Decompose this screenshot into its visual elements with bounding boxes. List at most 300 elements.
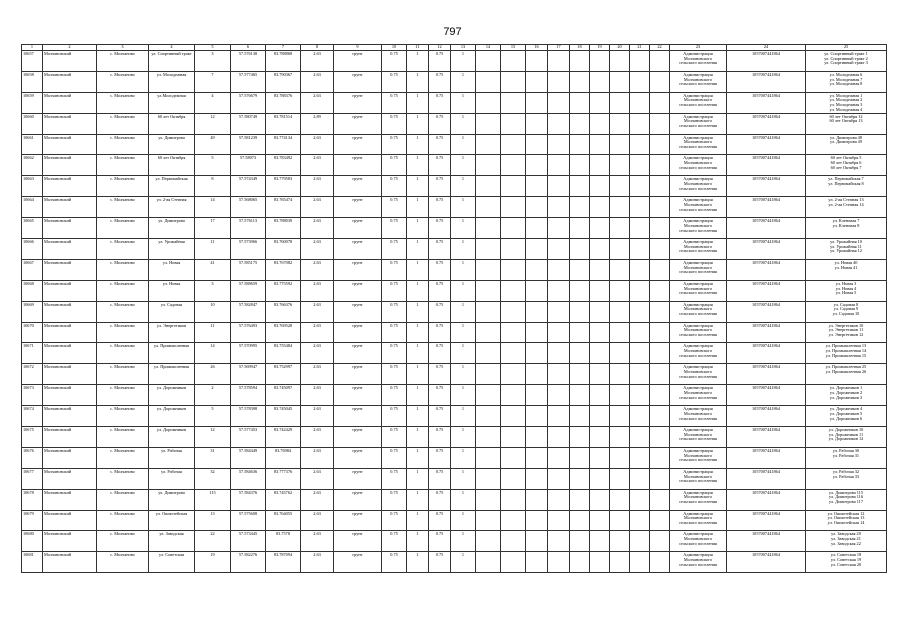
cover-type: грунт [334,468,382,489]
value-d: 1 [451,552,476,573]
address-line: ул. Урожайная 10 [830,239,862,245]
house-number: 4 [195,92,231,113]
owner-line: Администрация [683,51,713,56]
address-line: ул. Советская 18 [830,552,862,558]
empty-cell [610,531,630,552]
value-a: 0.75 [382,92,407,113]
longitude: 83.788868 [266,51,301,72]
cover-type: грунт [334,552,382,573]
width-value: 2.63 [301,197,334,218]
inn-number: 1057007441864 [727,197,806,218]
longitude: 83.755484 [266,343,301,364]
owner-line: Администрация [683,218,713,224]
empty-cell [501,239,526,260]
empty-cell [548,51,570,72]
empty-cell [501,301,526,322]
street-name: ул. Первомайская [149,176,195,197]
latitude: 57.576138 [231,51,266,72]
width-value: 2.63 [301,427,334,448]
value-a: 0.75 [382,155,407,176]
longitude: 83.76984 [266,447,301,468]
owner-line: Молчановского [683,369,713,375]
record-id: 10671 [22,343,43,364]
empty-cell [650,259,670,280]
empty-cell [501,468,526,489]
empty-cell [476,406,501,427]
empty-cell [650,489,670,510]
empty-cell [630,343,650,364]
empty-cell [501,197,526,218]
empty-cell [650,218,670,239]
value-d: 1 [451,468,476,489]
address-cell [806,489,887,510]
address-line: 60 лет Октября 13 [829,118,863,124]
empty-cell [610,427,630,448]
width-value: 2.63 [301,134,334,155]
longitude: 83.783492 [266,155,301,176]
district-name: Молчановский [43,197,97,218]
owner-line: Молчановского [683,348,713,354]
value-b: 1 [407,113,429,134]
settlement-name: с. Молчаново [97,218,149,239]
record-id: 10672 [22,364,43,385]
empty-cell [610,280,630,301]
inn-number: 1057007441864 [727,343,806,364]
empty-cell [548,510,570,531]
empty-cell [526,510,548,531]
width-value: 2.63 [301,92,334,113]
cover-type: грунт [334,343,382,364]
street-name: ул. Дорожников [149,427,195,448]
page-number: 797 [443,26,462,38]
value-a: 0.75 [382,343,407,364]
inn-number: 1057007441864 [727,322,806,343]
empty-cell [590,552,610,573]
value-a: 0.75 [382,51,407,72]
empty-cell [501,427,526,448]
inn-number: 1057007441864 [727,155,806,176]
settlement-name: с. Молчаново [97,489,149,510]
settlement-name: с. Молчаново [97,92,149,113]
column-number: 7 [266,45,301,51]
value-c: 0.75 [429,134,451,155]
address-line: ул. Дорожников 1 [829,385,863,391]
owner-line: Администрация [683,364,713,370]
empty-cell [501,113,526,134]
street-name: ул. Заводская [149,531,195,552]
empty-cell [526,427,548,448]
owner-line: Администрация [683,239,713,245]
empty-cell [630,301,650,322]
value-d: 1 [451,239,476,260]
empty-cell [526,385,548,406]
settlement-name: с. Молчаново [97,176,149,197]
empty-cell [526,280,548,301]
value-c: 0.75 [429,197,451,218]
district-name: Молчановский [43,427,97,448]
empty-cell [570,197,590,218]
owner-line: Администрация [683,301,713,307]
empty-cell [526,406,548,427]
district-name: Молчановский [43,176,97,197]
empty-cell [630,385,650,406]
table-row [22,92,887,113]
empty-cell [548,468,570,489]
empty-cell [630,489,650,510]
empty-cell [548,259,570,280]
empty-cell [501,322,526,343]
longitude: 83.774134 [266,134,301,155]
value-a: 0.75 [382,552,407,573]
empty-cell [610,218,630,239]
owner-cell [670,259,727,280]
owner-cell [670,155,727,176]
latitude: 57.578594 [231,385,266,406]
owner-line: Молчановского [683,118,713,124]
settlement-name: с. Молчаново [97,134,149,155]
house-number: 14 [195,197,231,218]
empty-cell [501,406,526,427]
value-a: 0.75 [382,113,407,134]
latitude: 57.58073 [231,155,266,176]
owner-line: сельского поселения [679,436,717,442]
empty-cell [630,427,650,448]
column-number: 1 [22,45,43,51]
empty-cell [526,531,548,552]
owner-line: сельского поселения [679,248,717,254]
empty-cell [650,280,670,301]
value-c: 0.75 [429,322,451,343]
address-line: ул. Новая 40 [834,259,858,265]
empty-cell [526,113,548,134]
street-name: ул.Молодежная [149,92,195,113]
owner-line: сельского поселения [679,227,717,233]
table-row [22,71,887,92]
empty-cell [476,218,501,239]
value-c: 0.75 [429,92,451,113]
owner-line: Молчановского [683,201,713,207]
value-c: 0.75 [429,280,451,301]
owner-line: Администрация [683,71,713,77]
address-line: ул. Дорожников 12 [828,436,864,442]
empty-cell [570,218,590,239]
address-line: ул. Димитрова 115 [829,489,863,495]
owner-line: сельского поселения [679,60,717,66]
house-number: 12 [195,427,231,448]
street-name: ул. Промышленная [149,364,195,385]
house-number: 49 [195,134,231,155]
street-name: ул. Димитрова [149,218,195,239]
empty-cell [630,259,650,280]
inn-number: 1057007441864 [727,113,806,134]
value-c: 0.75 [429,239,451,260]
empty-cell [476,155,501,176]
empty-cell [570,531,590,552]
empty-cell [610,406,630,427]
empty-cell [610,552,630,573]
empty-cell [590,113,610,134]
value-d: 1 [451,134,476,155]
empty-cell [526,51,548,72]
address-cell [806,155,887,176]
owner-cell [670,51,727,72]
column-number: 15 [501,45,526,51]
empty-cell [526,259,548,280]
longitude: 83.765474 [266,197,301,218]
empty-cell [590,531,610,552]
latitude: 57.576493 [231,322,266,343]
address-line: ул. Спортивный тракт 3 [824,60,868,66]
value-a: 0.75 [382,447,407,468]
address-cell [806,218,887,239]
address-line: ул. Первомайская 8 [828,181,864,187]
empty-cell [476,510,501,531]
address-line: ул. Молодежная 8 [829,81,863,87]
empty-cell [526,155,548,176]
street-name: 60 лет Октября [149,113,195,134]
owner-cell [670,134,727,155]
cover-type: грунт [334,447,382,468]
empty-cell [476,92,501,113]
owner-line: Молчановского [683,264,713,270]
owner-cell [670,92,727,113]
address-line: ул. Спортивный тракт 2 [824,55,868,61]
width-value: 2.63 [301,280,334,301]
empty-cell [476,197,501,218]
house-number: 2 [195,385,231,406]
settlement-name: с. Молчаново [97,385,149,406]
value-d: 1 [451,489,476,510]
address-cell [806,71,887,92]
empty-cell [476,301,501,322]
empty-cell [570,239,590,260]
record-id: 10663 [22,176,43,197]
record-id: 10675 [22,427,43,448]
empty-cell [570,113,590,134]
street-name: ул. Рабочая [149,447,195,468]
house-number: 13 [195,510,231,531]
inn-number: 1057007441864 [727,552,806,573]
width-value: 2.63 [301,406,334,427]
column-number: 16 [526,45,548,51]
column-number: 6 [231,45,266,51]
value-a: 0.75 [382,218,407,239]
owner-line: Молчановского [683,306,713,312]
empty-cell [548,531,570,552]
owner-line: сельского поселения [679,81,717,87]
owner-line: Администрация [683,531,713,537]
value-c: 0.75 [429,427,451,448]
district-name: Молчановский [43,343,97,364]
empty-cell [650,468,670,489]
inn-number: 1057007441864 [727,176,806,197]
empty-cell [630,531,650,552]
value-b: 1 [407,301,429,322]
table-row [22,239,887,260]
house-number: 11 [195,322,231,343]
address-line: ул. Ошмотейская 12 [827,510,865,516]
address-line: ул. Дорожников 4 [829,406,863,412]
latitude: 57.584449 [231,447,266,468]
inn-number: 1057007441864 [727,51,806,72]
district-name: Молчановский [43,92,97,113]
owner-line: сельского поселения [679,394,717,400]
empty-cell [526,447,548,468]
table-row [22,447,887,468]
address-line: ул. Новая 4 [835,285,857,291]
empty-cell [650,301,670,322]
empty-cell [650,531,670,552]
street-name: ул. Садовая [149,301,195,322]
record-id: 10659 [22,92,43,113]
empty-cell [590,364,610,385]
address-line: ул. Заводская 20 [831,531,861,537]
value-a: 0.75 [382,510,407,531]
empty-cell [590,489,610,510]
empty-cell [548,427,570,448]
empty-cell [590,134,610,155]
empty-cell [548,385,570,406]
inn-number: 1057007441864 [727,134,806,155]
empty-cell [526,343,548,364]
empty-cell [590,468,610,489]
inn-number: 1057007441864 [727,385,806,406]
owner-cell [670,280,727,301]
value-d: 1 [451,218,476,239]
empty-cell [610,176,630,197]
cover-type: грунт [334,176,382,197]
empty-cell [476,343,501,364]
empty-cell [610,301,630,322]
district-name: Молчановский [43,280,97,301]
value-b: 1 [407,322,429,343]
value-a: 0.75 [382,301,407,322]
value-c: 0.75 [429,510,451,531]
empty-cell [476,71,501,92]
cover-type: грунт [334,322,382,343]
owner-line: Молчановского [683,285,713,291]
longitude: 83.775592 [266,280,301,301]
empty-cell [630,155,650,176]
longitude: 83.7578 [266,531,301,552]
settlement-name: с. Молчаново [97,364,149,385]
empty-cell [590,510,610,531]
address-cell [806,259,887,280]
record-id: 10661 [22,134,43,155]
cover-type: грунт [334,301,382,322]
settlement-name: с. Молчаново [97,113,149,134]
value-d: 1 [451,71,476,92]
owner-line: Администрация [683,427,713,433]
longitude: 83.790367 [266,71,301,92]
longitude: 83.745097 [266,385,301,406]
owner-cell [670,406,727,427]
empty-cell [590,427,610,448]
longitude: 83.752997 [266,364,301,385]
owner-line: Администрация [683,113,713,119]
cover-type: грунт [334,218,382,239]
owner-line: сельского поселения [679,185,717,191]
owner-line: Администрация [683,510,713,516]
address-line: ул. Советская 19 [830,557,862,563]
empty-cell [590,92,610,113]
empty-cell [650,71,670,92]
empty-cell [476,468,501,489]
address-line: ул. Молодежная 2 [829,97,863,103]
empty-cell [548,176,570,197]
house-number: 5 [195,406,231,427]
empty-cell [570,155,590,176]
value-d: 1 [451,113,476,134]
address-line: ул. Урожайная 12 [830,248,862,254]
empty-cell [650,239,670,260]
inn-number: 1057007441864 [727,510,806,531]
value-c: 0.75 [429,301,451,322]
street-name: ул. Спортивный тракт [149,51,195,72]
empty-cell [610,343,630,364]
empty-cell [570,51,590,72]
longitude: 83.769528 [266,322,301,343]
inn-number: 1057007441864 [727,259,806,280]
empty-cell [548,552,570,573]
record-id: 10670 [22,322,43,343]
inn-number: 1057007441864 [727,531,806,552]
table-row [22,218,887,239]
empty-cell [570,468,590,489]
empty-cell [548,155,570,176]
value-d: 1 [451,343,476,364]
empty-cell [610,113,630,134]
longitude: 83.764055 [266,510,301,531]
address-line: ул. Молодежная 4 [829,106,863,112]
empty-cell [476,489,501,510]
column-number: 10 [382,45,407,51]
owner-line: Администрация [683,259,713,265]
empty-cell [501,92,526,113]
address-cell [806,301,887,322]
table-row [22,155,887,176]
inn-number: 1057007441864 [727,427,806,448]
address-line: ул. Садовая 10 [832,311,860,317]
empty-cell [590,51,610,72]
owner-cell [670,218,727,239]
owner-line: сельского поселения [679,540,717,546]
settlement-name: с. Молчаново [97,447,149,468]
value-b: 1 [407,51,429,72]
settlement-name: с. Молчаново [97,322,149,343]
empty-cell [650,385,670,406]
empty-cell [526,301,548,322]
latitude: 57.577465 [231,71,266,92]
empty-cell [630,364,650,385]
cover-type: грунт [334,197,382,218]
house-number: 26 [195,364,231,385]
empty-cell [476,531,501,552]
empty-cell [650,176,670,197]
column-number: 17 [548,45,570,51]
address-line: ул. Энергетиков 11 [828,327,864,333]
table-row [22,427,887,448]
empty-cell [630,176,650,197]
empty-cell [570,447,590,468]
owner-line: сельского поселения [679,373,717,379]
value-d: 1 [451,531,476,552]
table-row [22,301,887,322]
empty-cell [650,155,670,176]
address-line: ул. Промышленная 26 [825,369,867,375]
owner-line: Молчановского [683,389,713,395]
value-b: 1 [407,239,429,260]
